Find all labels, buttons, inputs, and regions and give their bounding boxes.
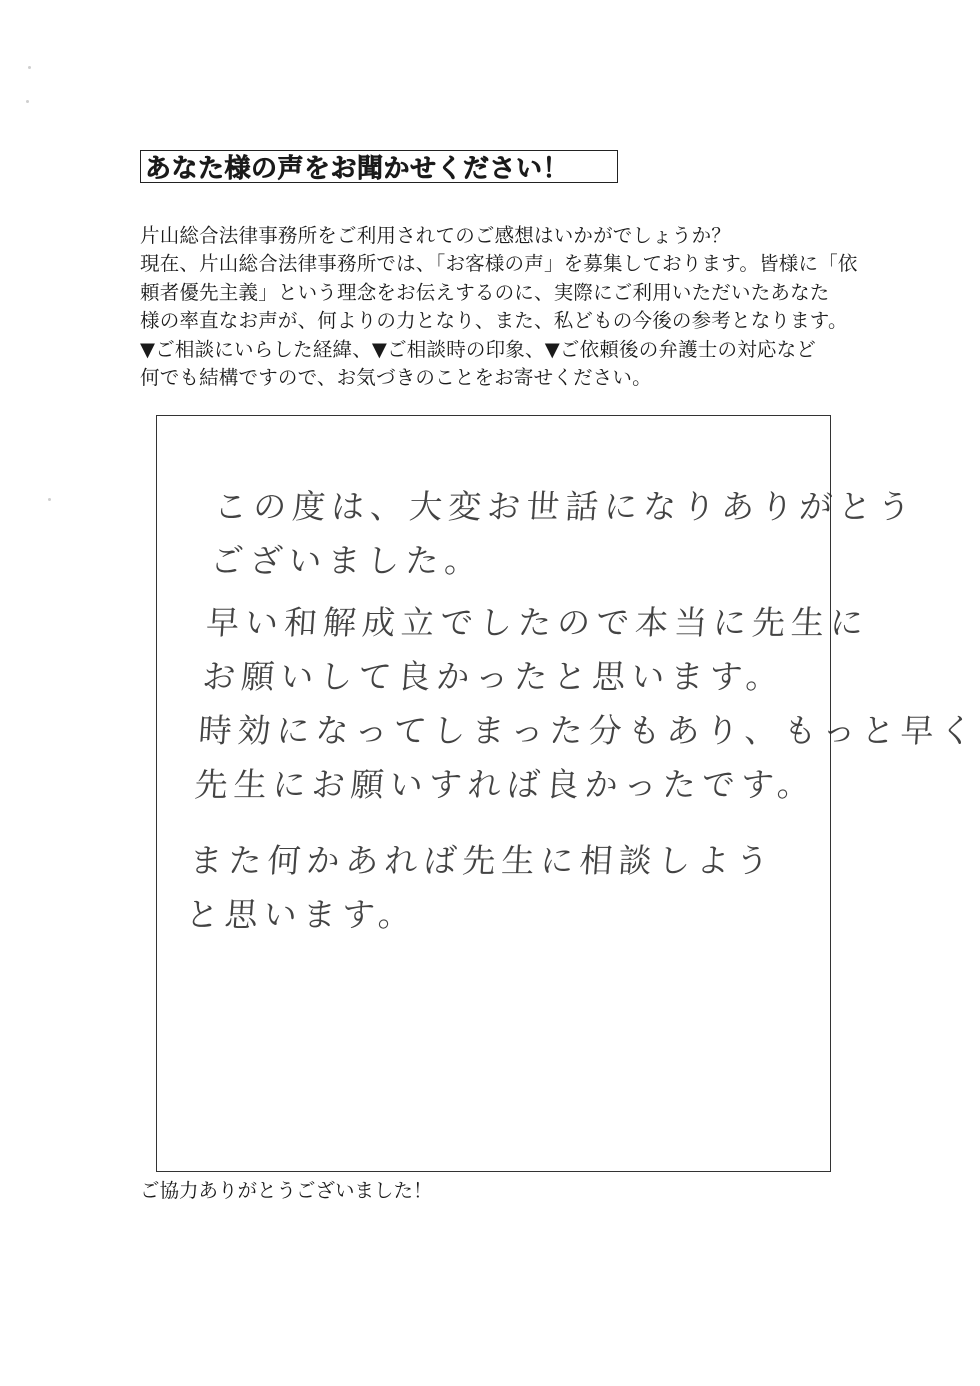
handwritten-line: 時効になってしまった分もあり、もっと早く bbox=[197, 711, 980, 750]
closing-thanks: ご協力ありがとうございました！ bbox=[140, 1179, 433, 1202]
handwritten-comment bbox=[184, 480, 980, 942]
intro-line: 様の率直なお声が、何よりの力となり、また、私どもの今後の参考となります。 bbox=[140, 309, 848, 333]
intro-paragraph bbox=[140, 222, 858, 392]
handwritten-line: と思います。 bbox=[184, 895, 419, 934]
scan-speck bbox=[48, 498, 51, 501]
handwritten-line: 先生にお願いすれば良かったです。 bbox=[193, 765, 818, 804]
intro-line: 片山総合法律事務所をご利用されてのご感想はいかがでしょうか？ bbox=[140, 224, 732, 247]
intro-line: 頼者優先主義」という理念をお伝えするのに、実際にご利用いただいたあなた bbox=[140, 280, 830, 304]
handwritten-line: また何かあれば先生に相談しよう bbox=[188, 841, 776, 880]
scan-speck bbox=[26, 100, 29, 103]
form-title: あなた様の声をお聞かせください！ bbox=[145, 154, 570, 184]
form-title-box bbox=[140, 150, 618, 183]
handwritten-line: お願いして良かったと思います。 bbox=[201, 657, 787, 696]
intro-line: 何でも結構ですので、お気づきのことをお寄せください。 bbox=[140, 365, 652, 389]
handwritten-line: ございました。 bbox=[209, 541, 485, 580]
handwritten-line: 早い和解成立でしたので本当に先生に bbox=[204, 603, 871, 642]
intro-line: ▼ご相談にいらした経緯、▼ご相談時の印象、▼ご依頼後の弁護士の対応など bbox=[140, 337, 816, 361]
intro-line: 現在、片山総合法律事務所では、「お客様の声」を募集しております。皆様に「依 bbox=[140, 252, 858, 276]
handwritten-line: この度は、大変お世話になりありがとう bbox=[212, 487, 918, 526]
scan-speck bbox=[28, 66, 31, 69]
